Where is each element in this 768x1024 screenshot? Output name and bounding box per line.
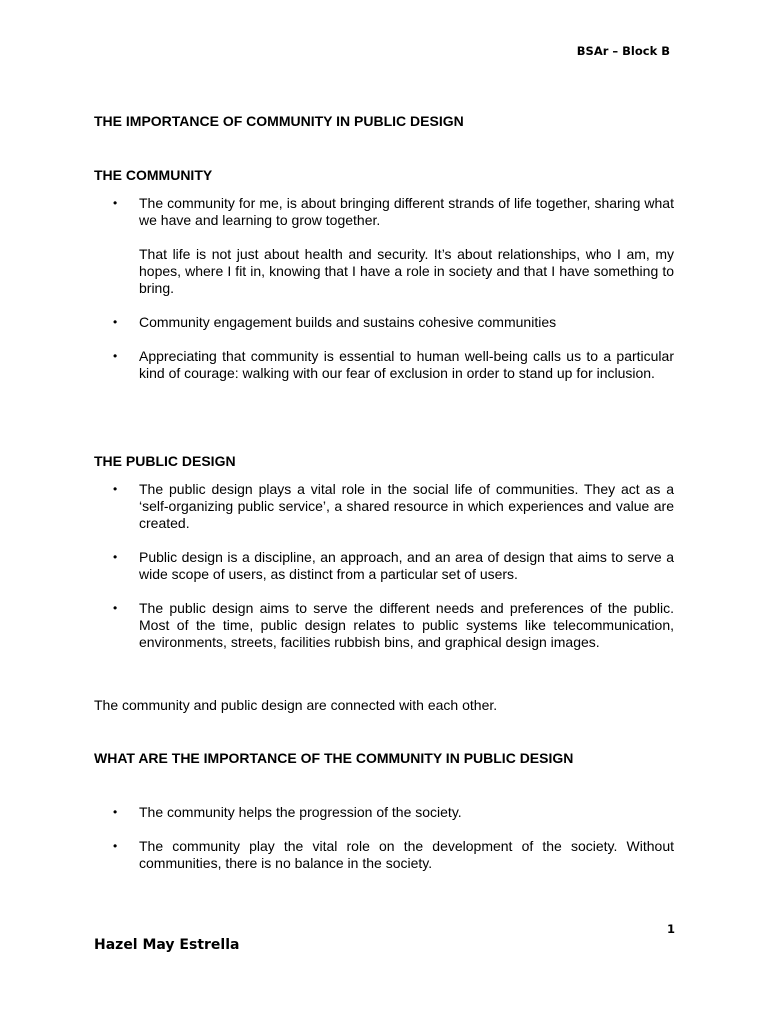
bullet-icon: • — [113, 601, 118, 615]
list-item-text: Community engagement builds and sustains cohesive communities — [139, 314, 557, 330]
list-item-text: The public design aims to serve the different needs and preferences of the public. Most of the time, public design relates to public systems like telecommunication, environments, streets, facilities rubbish bins, and graphical design images. — [139, 600, 674, 650]
list-item — [94, 348, 674, 382]
list-item — [94, 195, 674, 297]
course-header: BSAr – Block B — [576, 44, 670, 58]
list-item — [94, 600, 674, 651]
importance-heading: WHAT ARE THE IMPORTANCE OF THE COMMUNITY IN PUBLIC DESIGN — [94, 750, 574, 766]
page-number: 1 — [666, 922, 675, 936]
list-item — [94, 549, 674, 583]
list-item — [94, 481, 674, 532]
list-item — [94, 838, 674, 872]
list-item-text: The public design plays a vital role in the social life of communities. They act as a ‘self-organizing public service’, a shared resource in which experiences and value are created. — [139, 481, 674, 531]
public-design-list — [94, 481, 674, 651]
importance-list — [94, 804, 674, 872]
list-item — [94, 314, 674, 331]
list-item-text: The community play the vital role on the development of the society. Without communities, there is no balance in the society. — [139, 838, 674, 871]
list-item-text: The community helps the progression of the society. — [139, 804, 462, 820]
connection-statement: The community and public design are connected with each other. — [94, 697, 498, 713]
list-item — [94, 804, 674, 821]
list-item-text: Public design is a discipline, an approach, and an area of design that aims to serve a wide scope of users, as distinct from a particular set of users. — [139, 549, 674, 582]
list-item-text: Appreciating that community is essential to human well-being calls us to a particular kind of courage: walking with our fear of exclusion in order to stand up for inclusion. — [139, 348, 674, 381]
bullet-icon: • — [113, 482, 118, 496]
public-design-heading: THE PUBLIC DESIGN — [94, 453, 236, 469]
bullet-icon: • — [113, 805, 118, 819]
author-name: Hazel May Estrella — [94, 937, 240, 953]
document-title: THE IMPORTANCE OF COMMUNITY IN PUBLIC DESIGN — [94, 113, 464, 129]
community-list — [94, 195, 674, 382]
community-heading: THE COMMUNITY — [94, 167, 213, 183]
list-item-text: The community for me, is about bringing different strands of life together, sharing what we have and learning to grow together. — [139, 195, 674, 228]
bullet-icon: • — [113, 349, 118, 363]
bullet-icon: • — [113, 839, 118, 853]
bullet-icon: • — [113, 196, 118, 210]
bullet-icon: • — [113, 550, 118, 564]
list-item-continuation: That life is not just about health and security. It’s about relationships, who I am, my hopes, where I fit in, knowing that I have a role in society and that I have something to bring. — [139, 246, 674, 296]
bullet-icon: • — [113, 315, 118, 329]
